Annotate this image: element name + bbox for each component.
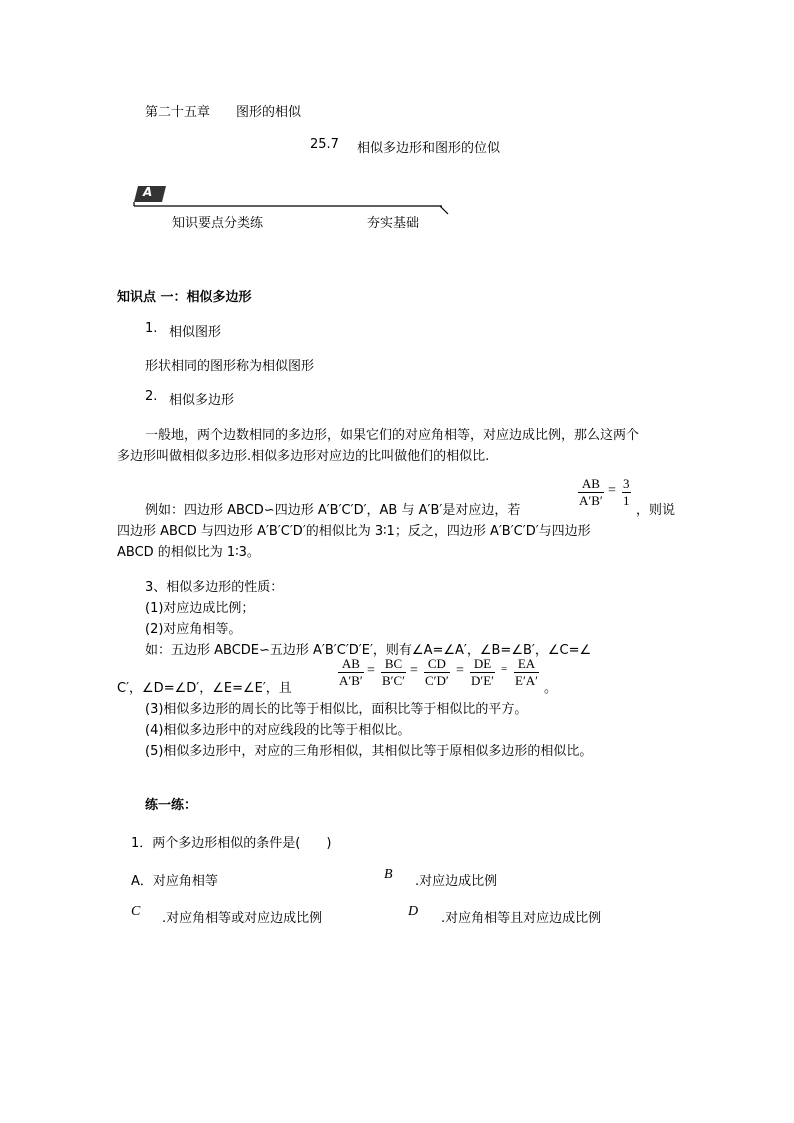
banner-badge: A xyxy=(143,185,153,199)
section-title: 相似多边形和图形的位似 xyxy=(357,141,501,156)
knowledge-heading: 知识点 一：相似多边形 xyxy=(117,290,252,305)
practice-heading: 练一练： xyxy=(145,798,198,813)
example-value-denominator: 1 xyxy=(623,493,630,508)
option-c-letter: C xyxy=(131,904,141,919)
item1-title: 相似图形 xyxy=(169,325,222,340)
property-5: (5)相似多边形中，对应的三角形相似，其相似比等于原相似多边形的相似比。 xyxy=(145,744,593,759)
item2-number: 2. xyxy=(145,389,158,404)
definition-line-1: 一般地，两个边数相同的多边形，如果它们的对应角相等，对应边成比例，那么这两个 xyxy=(145,428,640,443)
ratio-chain-end: 。 xyxy=(544,681,558,696)
example-fraction-denominator: A′B′ xyxy=(579,493,603,508)
banner-right-label: 夯实基础 xyxy=(367,216,420,231)
option-d-letter: D xyxy=(408,904,419,919)
ratio-de-denominator: D′E′ xyxy=(471,673,495,688)
ratio-ea-numerator: EA xyxy=(514,656,539,673)
property-3: (3)相似多边形的周长的比等于相似比，面积比等于相似比的平方。 xyxy=(145,702,528,717)
item1-definition: 形状相同的图形称为相似图形 xyxy=(145,359,315,374)
ratio-equals-3: = xyxy=(456,663,464,678)
property-example-line-2: C′，∠D=∠D′，∠E=∠E′，且 xyxy=(117,681,292,696)
ratio-de xyxy=(470,656,495,689)
example-value-fraction xyxy=(622,476,631,509)
ratio-de-numerator: DE xyxy=(470,656,495,673)
chapter-title: 图形的相似 xyxy=(236,105,302,120)
property-1: (1)对应边成比例； xyxy=(145,601,255,616)
ratio-bc-denominator: B′C′ xyxy=(382,673,406,688)
example-line-2: 四边形 ABCD 与四边形 A′B′C′D′的相似比为 3∶1；反之，四边形 A′B′C′D′与四边形 xyxy=(117,524,591,539)
example-equals: = xyxy=(608,483,616,498)
example-line-3: ABCD 的相似比为 1∶3。 xyxy=(117,545,260,560)
example-after: ，则说 xyxy=(636,503,676,518)
section-number: 25.7 xyxy=(310,137,339,152)
chapter-label: 第二十五章 xyxy=(145,105,211,120)
option-b-letter: B xyxy=(384,867,393,882)
ratio-ea xyxy=(514,656,539,689)
option-c: .对应角相等或对应边成比例 xyxy=(162,911,323,926)
banner-left-label: 知识要点分类练 xyxy=(172,216,264,231)
item1-number: 1. xyxy=(145,321,158,336)
properties-title: 3、相似多边形的性质： xyxy=(145,580,284,595)
ratio-ea-denominator: E′A′ xyxy=(515,673,539,688)
option-a: A．对应角相等 xyxy=(131,874,218,889)
ratio-cd-numerator: CD xyxy=(424,656,450,673)
ratio-equals-2: = xyxy=(410,663,418,678)
option-d: .对应角相等且对应边成比例 xyxy=(441,911,602,926)
ratio-ab-numerator: AB xyxy=(338,656,364,673)
example-fraction xyxy=(578,476,604,509)
item2-title: 相似多边形 xyxy=(169,393,235,408)
ratio-equals-4: = xyxy=(501,663,508,675)
ratio-bc-numerator: BC xyxy=(381,656,406,673)
ratio-cd-denominator: C′D′ xyxy=(425,673,449,688)
ratio-ab xyxy=(338,656,364,689)
ratio-cd xyxy=(424,656,450,689)
ratio-bc xyxy=(381,656,406,689)
example-line-1: 例如：四边形 ABCD∽四边形 A′B′C′D′，AB 与 A′B′是对应边，若 xyxy=(145,503,521,518)
ratio-ab-denominator: A′B′ xyxy=(339,673,363,688)
example-fraction-numerator: AB xyxy=(578,476,604,493)
question-1: 1．两个多边形相似的条件是( ) xyxy=(131,836,332,851)
property-2: (2)对应角相等。 xyxy=(145,622,242,637)
example-value-numerator: 3 xyxy=(623,476,630,491)
definition-line-2: 多边形叫做相似多边形.相似多边形对应边的比叫做他们的相似比. xyxy=(117,449,490,464)
option-b: .对应边成比例 xyxy=(415,874,498,889)
property-4: (4)相似多边形中的对应线段的比等于相似比。 xyxy=(145,723,411,738)
ratio-equals-1: = xyxy=(367,663,375,678)
property-example-line-1: 如：五边形 ABCDE∽五边形 A′B′C′D′E′，则有∠A=∠A′，∠B=∠B′，∠C=∠ xyxy=(145,643,592,658)
